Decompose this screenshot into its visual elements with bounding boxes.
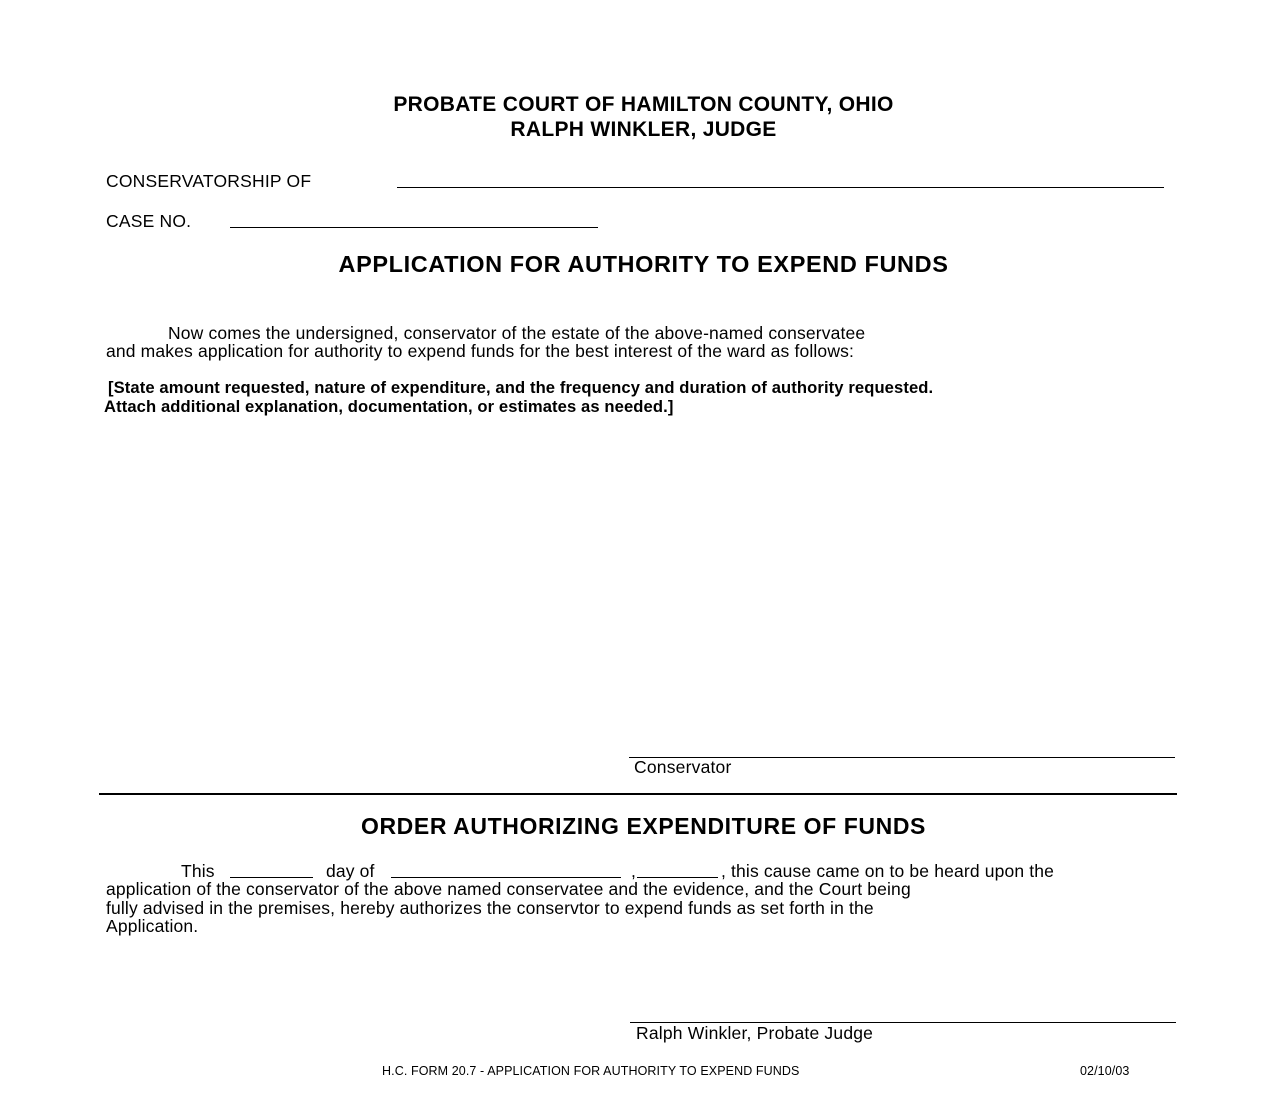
order-text-line-3: fully advised in the premises, hereby authorizes the conservtor to expend funds as set forth in the — [106, 898, 874, 918]
conservatorship-label: CONSERVATORSHIP OF — [106, 171, 312, 191]
judge-name: RALPH WINKLER, JUDGE — [510, 118, 777, 141]
footer-form-name: H.C. FORM 20.7 - APPLICATION FOR AUTHORITY TO EXPEND FUNDS — [382, 1064, 800, 1078]
order-month-field[interactable] — [391, 877, 621, 878]
order-title: ORDER AUTHORIZING EXPENDITURE OF FUNDS — [360, 813, 927, 839]
instruction-line-2: Attach additional explanation, documentation, or estimates as needed.] — [104, 397, 674, 416]
application-title: APPLICATION FOR AUTHORITY TO EXPEND FUNDS — [338, 251, 949, 277]
order-year-field[interactable] — [637, 877, 718, 878]
court-name: PROBATE COURT OF HAMILTON COUNTY, OHIO — [393, 93, 894, 116]
conservatorship-field[interactable] — [397, 187, 1164, 188]
order-comma: , — [631, 861, 637, 881]
order-this: This — [181, 861, 215, 881]
case-no-label: CASE NO. — [106, 211, 192, 231]
order-text-line-1-rest: , this cause came on to be heard upon the — [721, 861, 1055, 881]
footer-date: 02/10/03 — [1080, 1064, 1130, 1078]
application-text-line-2: and makes application for authority to expend funds for the best interest of the ward as follows: — [106, 341, 855, 361]
order-day-of: day of — [326, 861, 375, 881]
judge-signature-label: Ralph Winkler, Probate Judge — [636, 1023, 874, 1043]
instruction-line-1: [State amount requested, nature of expenditure, and the frequency and duration of authority requested. — [108, 378, 934, 397]
order-text-line-2: application of the conservator of the above named conservatee and the evidence, and the Court being — [106, 879, 911, 899]
order-day-field[interactable] — [230, 877, 313, 878]
case-no-field[interactable] — [230, 227, 598, 228]
section-divider — [99, 793, 1177, 795]
application-text-line-1: Now comes the undersigned, conservator of the estate of the above-named conservatee — [168, 323, 866, 343]
conservator-signature-label: Conservator — [634, 757, 732, 777]
order-text-line-4: Application. — [106, 916, 199, 936]
